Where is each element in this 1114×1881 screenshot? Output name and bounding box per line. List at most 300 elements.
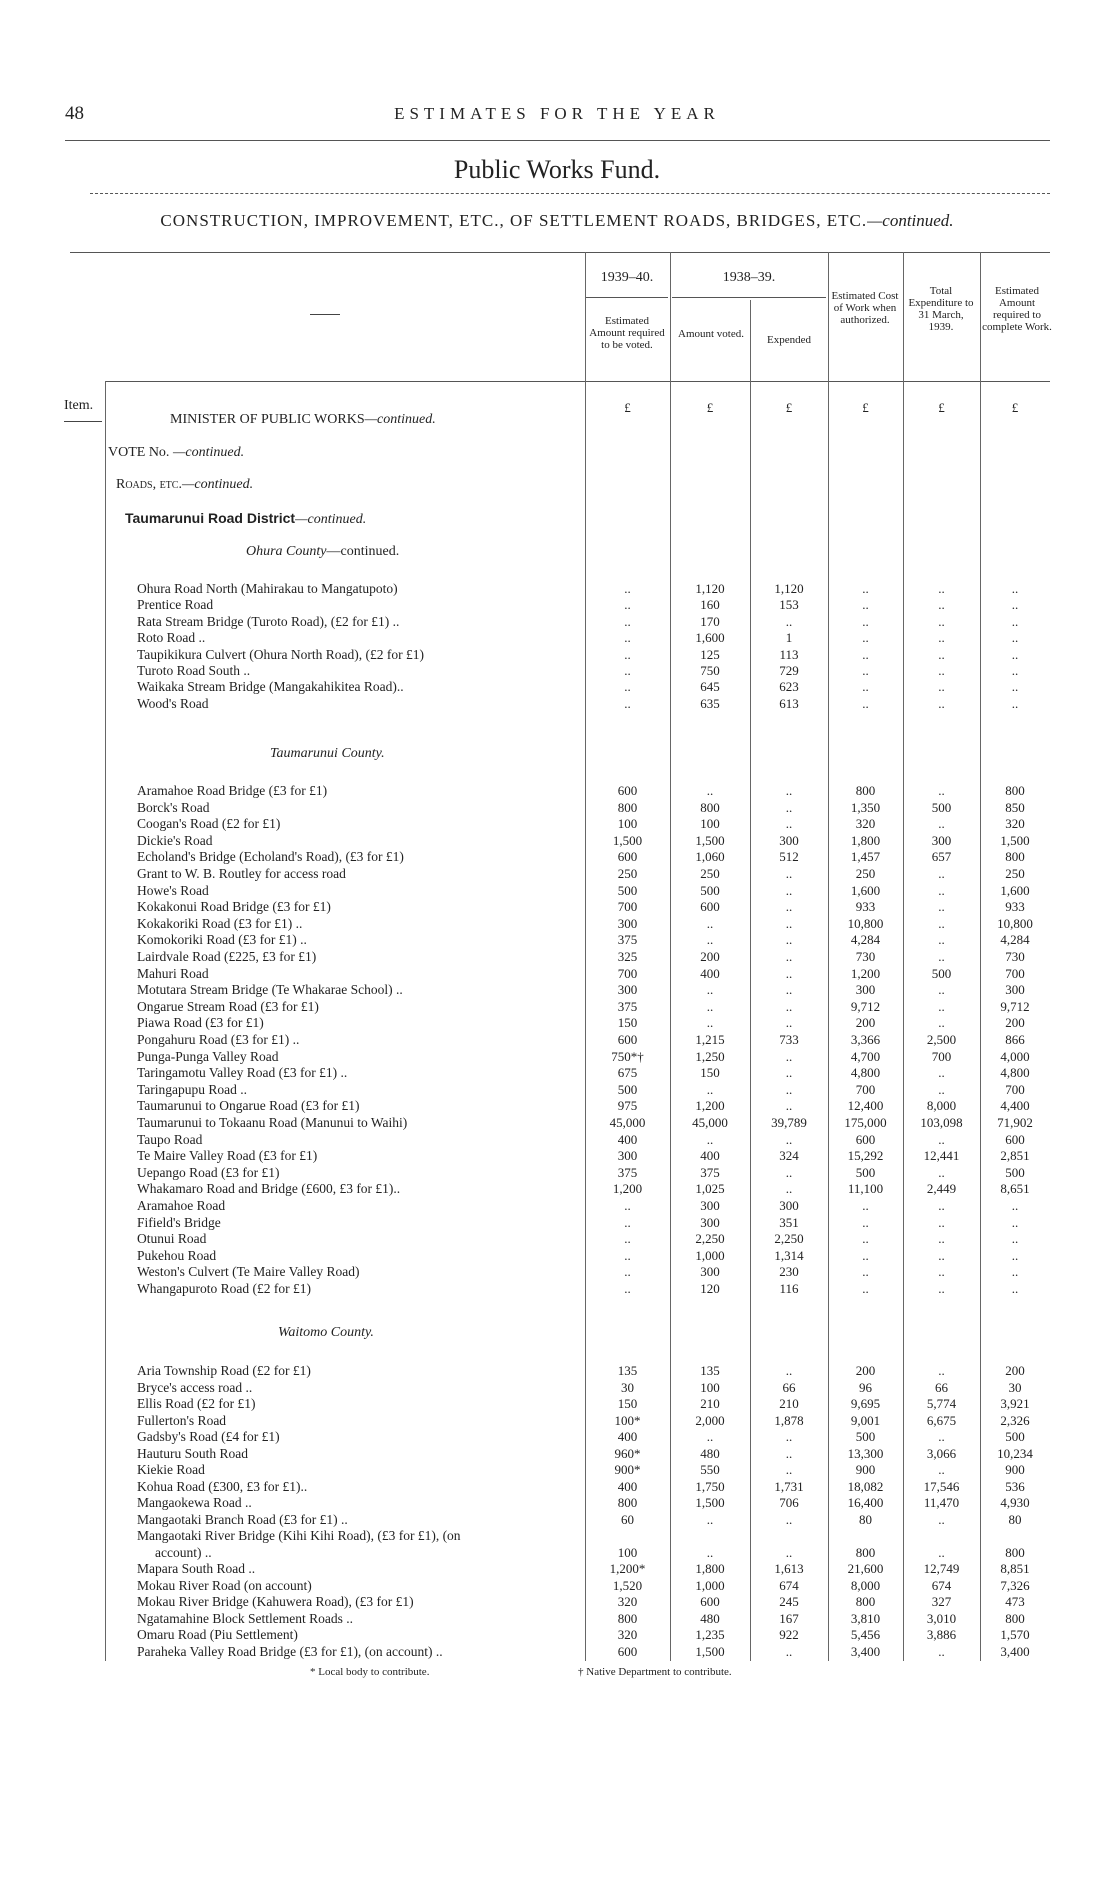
column-dash — [310, 314, 340, 315]
row-value-col-4: 200 — [855, 1015, 876, 1031]
row-value-col-2: 100 — [700, 816, 720, 832]
row-value-col-1: 800 — [617, 1610, 638, 1626]
row-value-col-3: 167 — [779, 1610, 799, 1626]
row-value-col-4: 9,712 — [850, 998, 881, 1014]
row-value-col-3: .. — [785, 613, 793, 629]
row-value-col-4: 5,456 — [850, 1627, 881, 1642]
row-value-col-1: 500 — [617, 882, 638, 898]
row-value-col-5: .. — [938, 1214, 945, 1230]
row-value-col-2: 480 — [700, 1610, 720, 1626]
table-row — [0, 882, 1114, 899]
row-value-col-4: 200 — [855, 1363, 876, 1378]
row-value-col-6: 8,851 — [1000, 1561, 1030, 1576]
row-value-col-3: .. — [785, 1081, 793, 1097]
row-value-col-5: 327 — [931, 1594, 952, 1609]
page-number: 48 — [65, 103, 84, 124]
row-value-col-4: .. — [862, 1264, 869, 1280]
row-name: Taringapupu Road .. — [137, 1081, 248, 1097]
row-value-col-6: 866 — [1005, 1032, 1025, 1047]
construction-main: CONSTRUCTION, IMPROVEMENT, ETC., OF SETTLEMENT ROADS, BRIDGES, ETC. — [160, 211, 868, 230]
table-row — [0, 1428, 1114, 1445]
row-name: Piawa Road (£3 for £1) — [137, 1015, 264, 1031]
table-row — [0, 1247, 1114, 1264]
pound-2: £ — [706, 400, 714, 415]
table-row — [0, 580, 1114, 597]
row-value-col-3: 1,120 — [774, 581, 804, 596]
row-value-col-4: .. — [862, 679, 869, 695]
row-value-col-3: 613 — [779, 695, 799, 711]
row-value-col-4: 21,600 — [847, 1561, 884, 1576]
row-value-col-1: 150 — [617, 1396, 638, 1411]
row-value-col-4: 15,292 — [847, 1148, 884, 1164]
waitomo-heading: Waitomo County. — [278, 1325, 374, 1340]
row-value-col-6: 300 — [1005, 982, 1025, 998]
row-name: Whangapuroto Road (£2 for £1) — [137, 1281, 311, 1296]
row-value-col-3: 245 — [779, 1594, 799, 1609]
table-row — [0, 782, 1114, 799]
taumarunui-heading: Taumarunui County. — [270, 746, 385, 761]
row-value-col-6: 1,600 — [1000, 882, 1030, 898]
row-value-col-5: .. — [938, 1015, 945, 1031]
row-value-col-5: 674 — [931, 1577, 952, 1593]
row-value-col-6: 900 — [1005, 1462, 1025, 1477]
row-value-col-5: 500 — [931, 799, 952, 815]
row-value-col-1: 320 — [617, 1627, 638, 1642]
row-value-col-1: 150 — [617, 1015, 638, 1031]
table-row — [0, 1395, 1114, 1412]
row-name: Mangaokewa Road .. — [137, 1495, 252, 1510]
row-value-col-1: 700 — [617, 965, 638, 981]
row-value-col-2: 375 — [700, 1164, 720, 1180]
row-value-col-6: 1,500 — [1000, 832, 1030, 848]
row-value-col-3: .. — [785, 1164, 793, 1180]
row-value-col-5: .. — [938, 1462, 945, 1477]
row-value-col-6: 8,651 — [1000, 1181, 1030, 1197]
row-name: Mangaotaki Branch Road (£3 for £1) .. — [137, 1511, 348, 1527]
row-value-col-6: .. — [1011, 679, 1019, 695]
row-value-col-3: 1 — [785, 630, 793, 646]
row-value-col-6: 3,400 — [1000, 1643, 1030, 1659]
row-name: Gadsby's Road (£4 for £1) — [137, 1429, 280, 1444]
table-row — [0, 1147, 1114, 1164]
row-value-col-3: 300 — [779, 832, 799, 848]
row-value-col-6: .. — [1011, 695, 1019, 711]
row-value-col-1: 30 — [621, 1379, 634, 1395]
row-value-col-5: .. — [938, 597, 945, 613]
row-value-col-4: 3,810 — [850, 1610, 881, 1626]
row-value-col-1: .. — [624, 1214, 631, 1230]
row-value-col-4: 1,800 — [850, 832, 881, 848]
row-name: Mangaotaki River Bridge (Kihi Kihi Road), (£3 for £1), (on — [137, 1528, 461, 1543]
row-value-col-5: 3,066 — [926, 1445, 957, 1461]
row-value-col-2: 1,250 — [695, 1048, 725, 1064]
row-value-col-4: 1,600 — [850, 882, 881, 898]
row-value-col-1: 960* — [614, 1445, 641, 1461]
row-value-col-2: 300 — [700, 1198, 720, 1213]
row-value-col-5: .. — [938, 1264, 945, 1280]
row-value-col-3: .. — [785, 1131, 793, 1147]
table-row — [0, 1164, 1114, 1181]
row-value-col-1: 100* — [614, 1412, 641, 1428]
row-name: Otunui Road — [137, 1231, 207, 1247]
row-value-col-5: .. — [938, 899, 945, 915]
row-value-col-4: 11,100 — [847, 1181, 884, 1197]
row-name: Taumarunui to Ongarue Road (£3 for £1) — [137, 1098, 360, 1114]
row-value-col-2: 500 — [700, 882, 720, 898]
row-name: Mokau River Road (on account) — [137, 1577, 312, 1593]
table-row — [0, 1180, 1114, 1197]
page-title: ESTIMATES FOR THE YEAR — [394, 104, 720, 123]
row-value-col-1: .. — [624, 597, 631, 613]
row-value-col-1: .. — [624, 679, 631, 695]
row-value-col-1: .. — [624, 630, 631, 646]
row-value-col-3: 512 — [779, 849, 799, 865]
row-value-col-2: 1,500 — [695, 1643, 725, 1659]
row-value-col-5: 300 — [931, 832, 952, 848]
row-value-col-2: 600 — [700, 899, 720, 915]
row-value-col-6: 200 — [1005, 1015, 1025, 1031]
table-row — [0, 1214, 1114, 1231]
row-name: account) .. — [155, 1544, 212, 1560]
row-value-col-1: 500 — [617, 1081, 638, 1097]
row-name: Komokoriki Road (£3 for £1) .. — [137, 932, 307, 948]
row-value-col-6: 800 — [1005, 849, 1025, 865]
row-value-col-3: .. — [785, 965, 793, 981]
row-value-col-5: 8,000 — [926, 1098, 957, 1114]
row-value-col-2: 750 — [700, 663, 720, 678]
row-value-col-6: .. — [1011, 1281, 1019, 1296]
row-value-col-1: 375 — [617, 932, 638, 948]
row-value-col-5: 700 — [931, 1048, 952, 1064]
row-value-col-4: 12,400 — [847, 1098, 884, 1114]
row-value-col-5: 3,886 — [926, 1627, 957, 1642]
row-value-col-6: .. — [1011, 1214, 1019, 1230]
pound-5: £ — [938, 400, 945, 415]
row-name: Taupikikura Culvert (Ohura North Road), (£2 for £1) — [137, 646, 424, 662]
row-value-col-4: .. — [862, 1231, 869, 1247]
row-value-col-3: 623 — [779, 679, 799, 695]
row-value-col-6: 800 — [1005, 1610, 1025, 1626]
row-value-col-3: 116 — [779, 1281, 799, 1296]
row-value-col-6: 473 — [1005, 1594, 1025, 1609]
row-value-col-3: 2,250 — [774, 1231, 804, 1247]
row-value-col-5: .. — [938, 816, 945, 832]
row-value-col-1: 300 — [617, 915, 638, 931]
row-value-col-6: 4,930 — [1000, 1495, 1030, 1510]
row-value-col-4: .. — [862, 613, 869, 629]
row-name: Kohua Road (£300, £3 for £1).. — [137, 1478, 308, 1494]
table-row — [0, 1379, 1114, 1396]
row-value-col-6: 536 — [1005, 1478, 1025, 1494]
row-value-col-5: 6,675 — [926, 1412, 957, 1428]
row-value-col-2: .. — [706, 915, 714, 931]
col-expended: Expended — [767, 334, 811, 346]
row-name: Whakamaro Road and Bridge (£600, £3 for £1).. — [137, 1181, 401, 1197]
row-value-col-1: .. — [624, 1264, 631, 1280]
row-value-col-2: 635 — [700, 695, 720, 711]
table-row — [0, 1577, 1114, 1594]
row-value-col-1: .. — [624, 581, 631, 596]
row-value-col-5: .. — [938, 1081, 945, 1097]
table-row — [0, 965, 1114, 982]
table-row — [0, 695, 1114, 712]
row-value-col-6: 3,921 — [1000, 1396, 1030, 1411]
row-value-col-1: .. — [624, 1281, 631, 1296]
row-value-col-4: 600 — [855, 1131, 876, 1147]
row-value-col-3: .. — [785, 1181, 793, 1197]
row-value-col-1: 1,520 — [612, 1577, 643, 1593]
row-value-col-3: 351 — [779, 1214, 799, 1230]
row-value-col-6: .. — [1011, 581, 1019, 596]
roads-heading: Roads, etc.—continued. — [116, 477, 254, 492]
row-value-col-3: 210 — [779, 1396, 799, 1411]
row-name: Roto Road .. — [137, 630, 206, 646]
row-name: Ellis Road (£2 for £1) — [137, 1396, 256, 1411]
row-name: Taumarunui to Tokaanu Road (Manunui to Waihi) — [137, 1115, 408, 1130]
row-value-col-2: 2,000 — [695, 1412, 725, 1428]
table-row — [0, 646, 1114, 663]
row-name: Dickie's Road — [137, 832, 213, 848]
header-subrule-1 — [586, 297, 668, 298]
row-value-col-5: .. — [938, 1363, 945, 1378]
row-value-col-5: .. — [938, 679, 945, 695]
row-value-col-5: .. — [938, 1164, 945, 1180]
pound-3: £ — [785, 400, 793, 415]
row-value-col-3: .. — [785, 949, 793, 964]
table-row — [0, 1230, 1114, 1247]
row-value-col-4: 300 — [855, 982, 876, 998]
table-row — [0, 1626, 1114, 1643]
row-value-col-2: 400 — [700, 1148, 720, 1164]
row-value-col-5: .. — [938, 1198, 945, 1213]
row-name: Borck's Road — [137, 799, 210, 815]
row-value-col-1: 375 — [617, 1164, 638, 1180]
vote-heading: VOTE No. —continued. — [108, 445, 245, 460]
col-estimated-complete: Estimated Amount required to complete Work. — [982, 285, 1052, 333]
row-value-col-2: 250 — [700, 866, 720, 881]
row-value-col-4: 13,300 — [847, 1445, 884, 1461]
pound-6: £ — [1011, 400, 1019, 415]
header-rule — [65, 140, 1050, 141]
row-value-col-1: 1,500 — [612, 832, 643, 848]
row-name: Echoland's Bridge (Echoland's Road), (£3 for £1) — [137, 849, 404, 865]
row-name: Ohura Road North (Mahirakau to Mangatupoto) — [137, 581, 398, 596]
row-name: Kokakonui Road Bridge (£3 for £1) — [137, 899, 331, 915]
row-value-col-1: 300 — [617, 982, 638, 998]
row-value-col-3: 153 — [779, 597, 799, 613]
row-name: Weston's Culvert (Te Maire Valley Road) — [137, 1264, 360, 1280]
row-value-col-6: 730 — [1005, 949, 1025, 964]
table-row — [0, 981, 1114, 998]
row-value-col-2: .. — [706, 783, 714, 798]
table-row — [0, 848, 1114, 865]
row-value-col-5: .. — [938, 1065, 945, 1081]
table-row — [0, 1263, 1114, 1280]
row-value-col-4: .. — [862, 1198, 869, 1213]
row-value-col-3: 324 — [779, 1148, 799, 1164]
row-value-col-6: .. — [1011, 663, 1019, 678]
row-value-col-3: 922 — [779, 1627, 799, 1642]
row-value-col-1: 320 — [617, 1594, 638, 1609]
row-value-col-6: .. — [1011, 630, 1019, 646]
row-value-col-3: .. — [785, 1544, 793, 1560]
row-value-col-6: 9,712 — [1000, 998, 1030, 1014]
row-value-col-2: .. — [706, 998, 714, 1014]
row-value-col-5: .. — [938, 1281, 945, 1296]
row-value-col-3: .. — [785, 1048, 793, 1064]
row-value-col-5: .. — [938, 613, 945, 629]
row-value-col-4: 1,457 — [850, 849, 881, 865]
row-value-col-4: 800 — [855, 1544, 876, 1560]
row-value-col-5: .. — [938, 1131, 945, 1147]
row-value-col-1: 325 — [617, 949, 638, 964]
row-value-col-1: .. — [624, 1231, 631, 1247]
row-value-col-3: 674 — [779, 1577, 799, 1593]
col-estimated-cost: Estimated Cost of Work when authorized. — [831, 290, 899, 326]
row-value-col-3: 300 — [779, 1198, 799, 1213]
row-name: Kiekie Road — [137, 1462, 205, 1477]
row-value-col-5: 12,441 — [923, 1148, 960, 1164]
table-row — [0, 931, 1114, 948]
row-value-col-2: 135 — [700, 1363, 720, 1378]
row-value-col-1: .. — [624, 663, 631, 678]
row-value-col-6: 1,570 — [1000, 1627, 1030, 1642]
row-value-col-3: .. — [785, 1462, 793, 1477]
row-value-col-4: .. — [862, 597, 869, 613]
row-value-col-1: 800 — [617, 799, 638, 815]
row-value-col-2: 600 — [700, 1594, 720, 1609]
row-value-col-4: 250 — [855, 866, 876, 881]
row-value-col-1: 600 — [617, 1643, 638, 1659]
row-value-col-6: 4,284 — [1000, 932, 1030, 948]
row-value-col-5: .. — [938, 1643, 945, 1659]
row-value-col-3: .. — [785, 1511, 793, 1527]
row-value-col-3: .. — [785, 799, 793, 815]
row-value-col-5: 12,749 — [923, 1561, 960, 1576]
row-value-col-2: 125 — [700, 646, 720, 662]
row-value-col-4: .. — [862, 581, 869, 596]
row-value-col-4: 4,700 — [850, 1048, 881, 1064]
row-value-col-4: 3,400 — [850, 1643, 881, 1659]
row-value-col-4: .. — [862, 1281, 869, 1296]
footnote-dagger: † Native Department to contribute. — [578, 1666, 732, 1678]
row-value-col-6: 800 — [1005, 783, 1025, 798]
row-value-col-3: .. — [785, 899, 793, 915]
row-value-col-6: 700 — [1005, 965, 1025, 981]
row-value-col-3: .. — [785, 982, 793, 998]
row-value-col-3: .. — [785, 1098, 793, 1114]
table-row — [0, 1048, 1114, 1065]
row-name: Lairdvale Road (£225, £3 for £1) — [137, 949, 317, 964]
row-name: Taringamotu Valley Road (£3 for £1) .. — [137, 1065, 348, 1081]
row-value-col-4: 500 — [855, 1164, 876, 1180]
row-value-col-3: .. — [785, 998, 793, 1014]
row-name: Omaru Road (Piu Settlement) — [137, 1627, 298, 1642]
table-row — [0, 1445, 1114, 1462]
table-row — [0, 1114, 1114, 1131]
row-value-col-4: 800 — [855, 1594, 876, 1609]
row-value-col-2: 645 — [700, 679, 720, 695]
row-value-col-3: .. — [785, 1065, 793, 1081]
row-value-col-4: 10,800 — [847, 915, 884, 931]
row-name: Pongahuru Road (£3 for £1) .. — [137, 1032, 300, 1047]
row-value-col-4: 900 — [855, 1462, 876, 1477]
row-name: Bryce's access road .. — [137, 1379, 253, 1395]
row-value-col-5: .. — [938, 982, 945, 998]
col-1939-40: 1939–40. — [600, 270, 654, 285]
row-value-col-4: 1,200 — [850, 965, 881, 981]
table-row — [0, 1081, 1114, 1098]
row-value-col-2: 1,600 — [695, 630, 725, 646]
row-value-col-4: 8,000 — [850, 1577, 881, 1593]
row-value-col-5: .. — [938, 882, 945, 898]
row-value-col-3: .. — [785, 1429, 793, 1444]
table-row — [0, 1362, 1114, 1379]
row-value-col-1: 750*† — [611, 1048, 644, 1064]
table-row — [0, 1197, 1114, 1214]
row-value-col-6: .. — [1011, 646, 1019, 662]
row-value-col-5: .. — [938, 630, 945, 646]
table-row — [0, 1097, 1114, 1114]
row-value-col-2: 1,800 — [695, 1561, 725, 1576]
row-value-col-2: 800 — [700, 799, 720, 815]
row-value-col-6: .. — [1011, 1247, 1019, 1263]
row-value-col-2: 480 — [700, 1445, 720, 1461]
row-value-col-6: 4,000 — [1000, 1048, 1030, 1064]
row-value-col-4: 500 — [855, 1429, 876, 1444]
row-name: Coogan's Road (£2 for £1) — [137, 816, 281, 832]
row-value-col-5: .. — [938, 866, 945, 881]
table-row — [0, 1478, 1114, 1495]
row-value-col-4: .. — [862, 1247, 869, 1263]
table-row — [0, 1544, 1114, 1561]
row-name: Punga-Punga Valley Road — [137, 1048, 279, 1064]
row-value-col-3: .. — [785, 783, 793, 798]
row-name: Hauturu South Road — [137, 1445, 248, 1461]
row-value-col-2: 160 — [700, 597, 720, 613]
table-row — [0, 948, 1114, 965]
row-value-col-6: 4,400 — [1000, 1098, 1030, 1114]
row-value-col-1: 1,200 — [612, 1181, 643, 1197]
table-row — [0, 1494, 1114, 1511]
row-value-col-5: 5,774 — [926, 1396, 957, 1411]
row-value-col-2: 150 — [700, 1065, 720, 1081]
district-heading: Taumarunui Road District—continued. — [125, 510, 367, 527]
table-row — [0, 629, 1114, 646]
row-value-col-5: .. — [938, 695, 945, 711]
row-value-col-6: 2,326 — [1000, 1412, 1030, 1428]
row-value-col-4: .. — [862, 695, 869, 711]
row-value-col-4: 9,001 — [850, 1412, 881, 1428]
col-total-expenditure: Total Expenditure to 31 March, 1939. — [908, 285, 974, 333]
row-name: Pukehou Road — [137, 1247, 217, 1263]
row-value-col-1: 675 — [617, 1065, 638, 1081]
table-row — [0, 1511, 1114, 1528]
row-value-col-4: 730 — [855, 949, 876, 964]
row-value-col-3: 1,731 — [774, 1478, 804, 1494]
row-value-col-3: .. — [785, 932, 793, 948]
table-row — [0, 1461, 1114, 1478]
row-value-col-2: 1,000 — [695, 1247, 725, 1263]
row-value-col-2: .. — [706, 1131, 714, 1147]
row-value-col-4: 1,350 — [850, 799, 881, 815]
row-value-col-5: 2,500 — [926, 1032, 957, 1047]
row-value-col-1: .. — [624, 613, 631, 629]
row-value-col-6: 850 — [1005, 799, 1025, 815]
row-value-col-2: 1,750 — [695, 1478, 725, 1494]
row-value-col-3: .. — [785, 882, 793, 898]
construction-heading — [0, 211, 1114, 231]
